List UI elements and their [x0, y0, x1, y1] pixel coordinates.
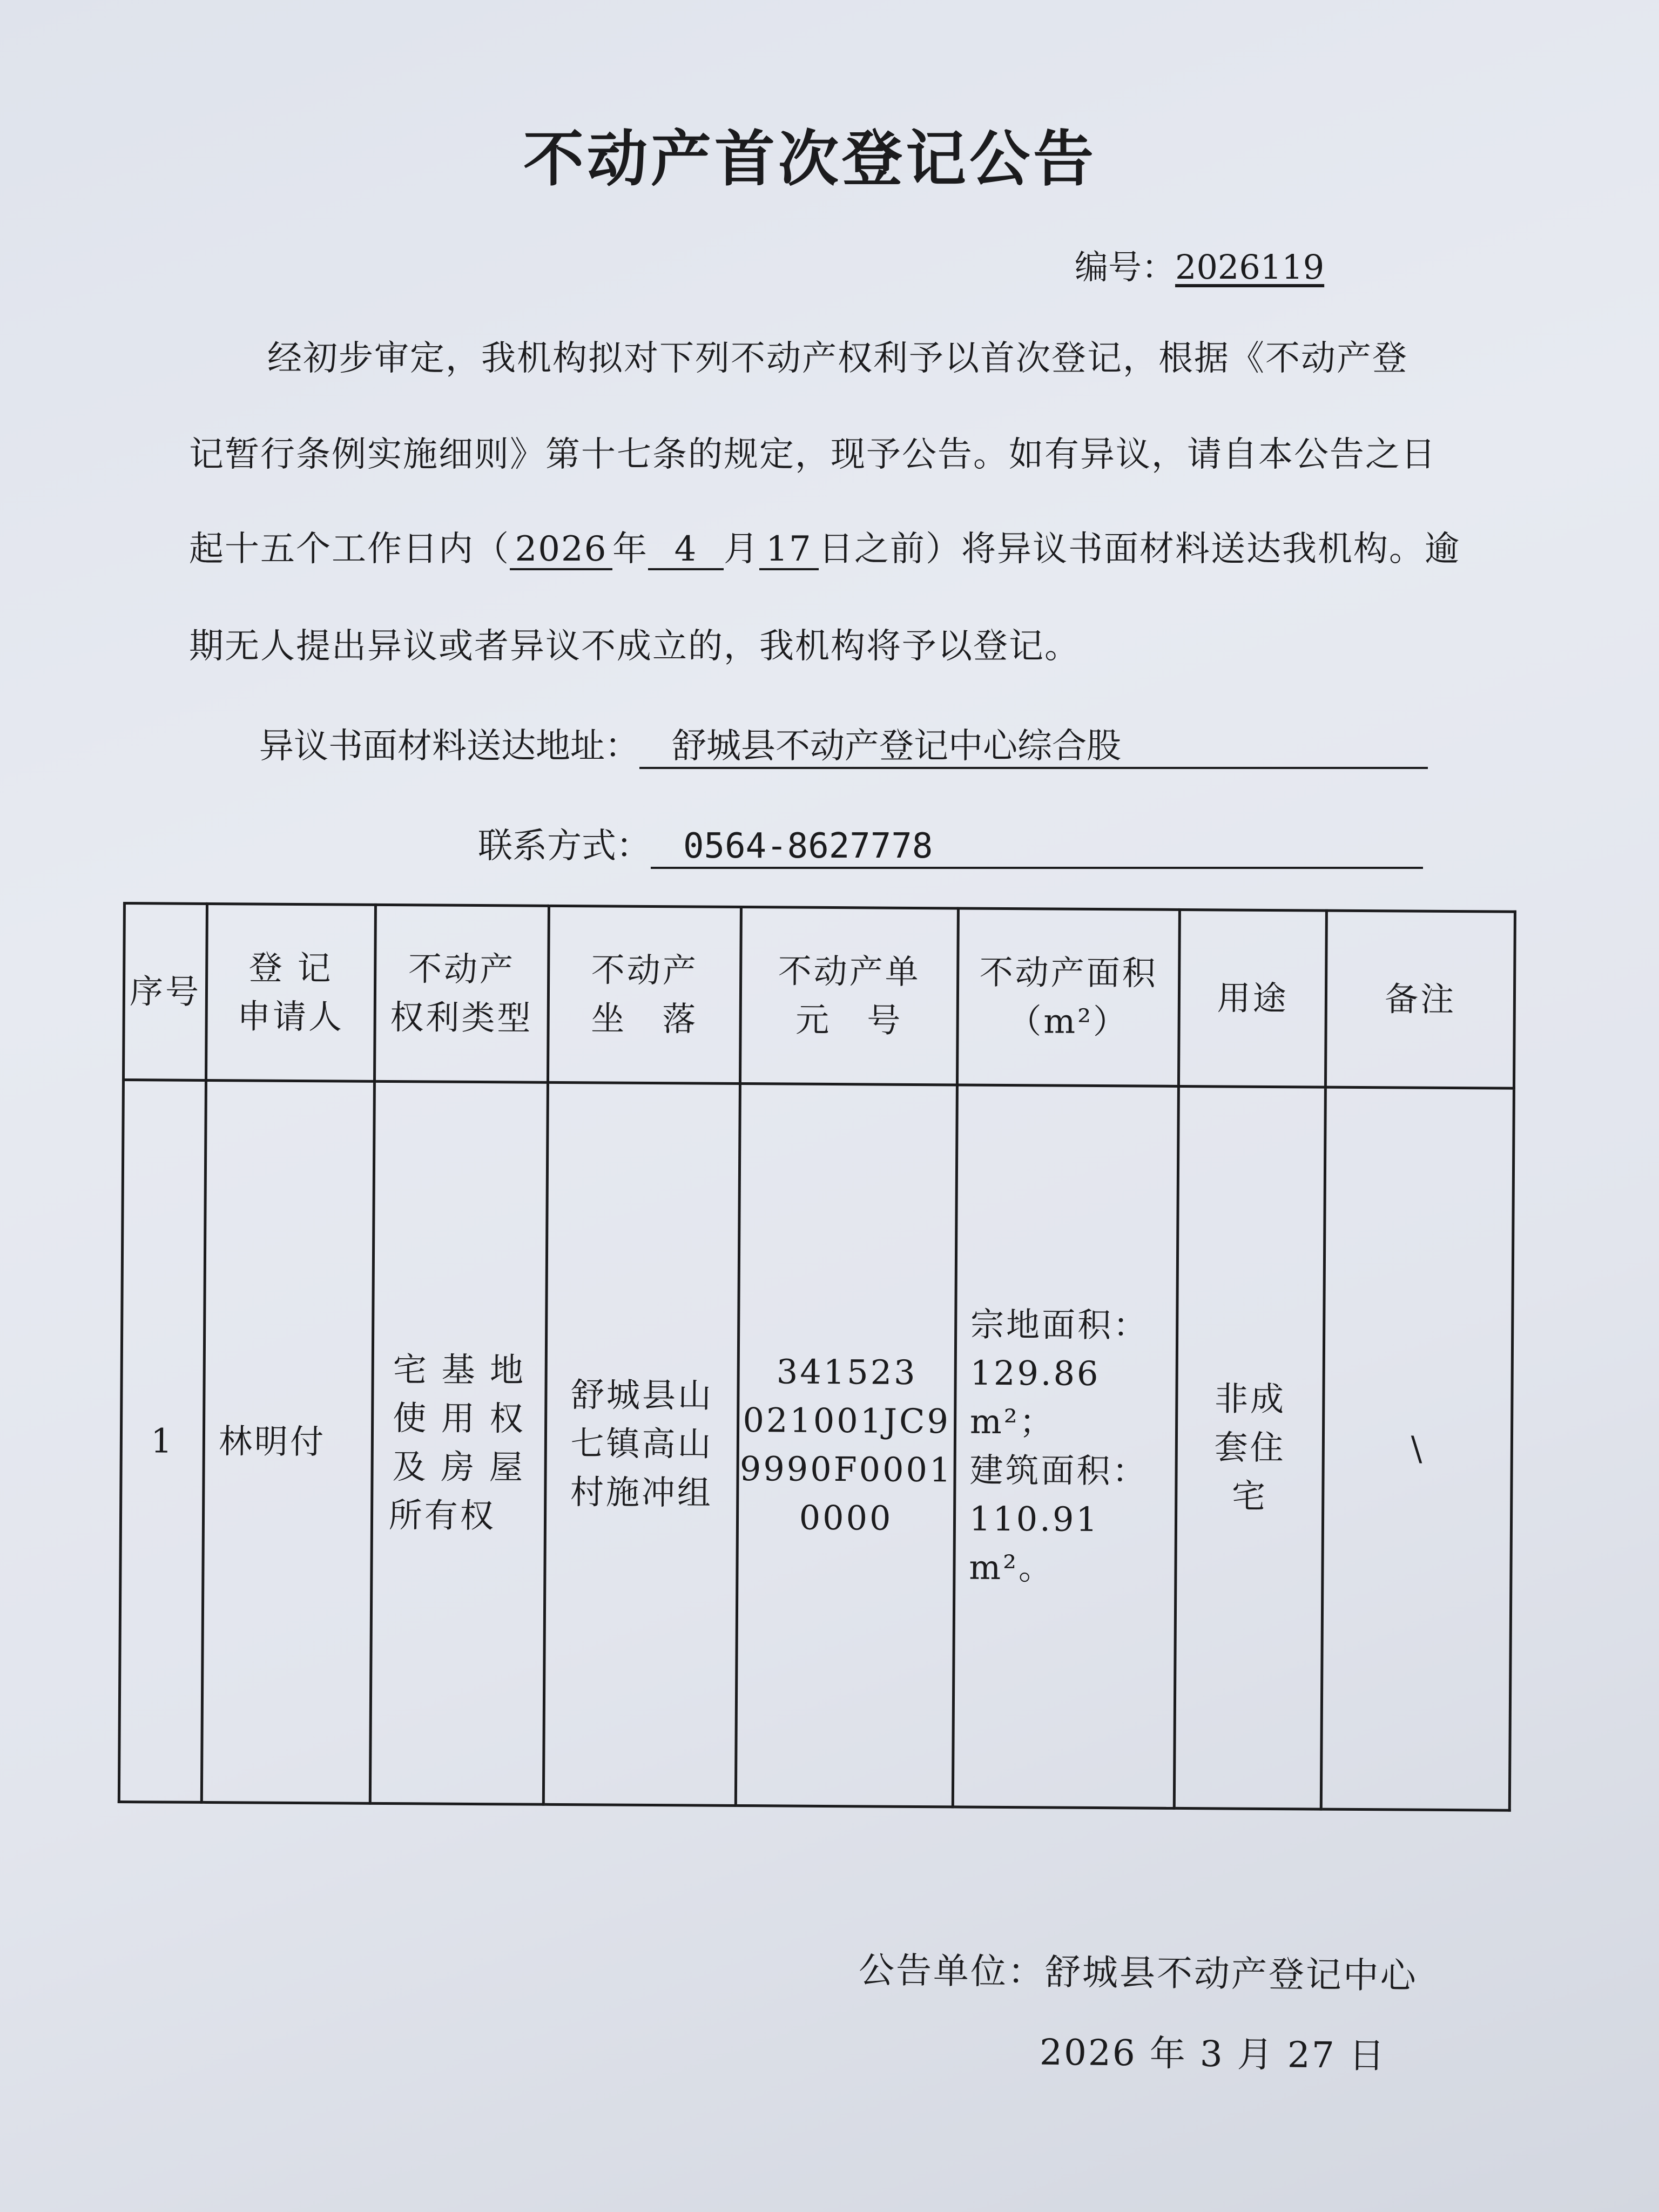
- cell-seq: 1: [119, 1080, 206, 1803]
- announcement-number: [1075, 240, 1324, 288]
- announcement-date: 2026 年 3 月 27 日: [1039, 2031, 1387, 2077]
- cell-remark: \: [1321, 1087, 1514, 1810]
- address-value: 舒城县不动产登记中心综合股: [639, 727, 1428, 769]
- body-paragraph-line: 期无人提出异议或者异议不成立的，我机构将予以登记。: [189, 626, 1080, 666]
- header-location: 不动产 坐 落: [548, 906, 741, 1083]
- header-remark: 备注: [1326, 911, 1515, 1088]
- header-area: 不动产面积 （m²）: [957, 908, 1179, 1087]
- body-paragraph-line: 记暂行条例实施细则》第十七条的规定，现予公告。如有异议，请自本公告之日: [189, 435, 1437, 475]
- contact-label: 联系方式：: [478, 826, 651, 866]
- header-applicant: 登 记 申请人: [206, 903, 376, 1081]
- month-char: 月: [724, 529, 759, 569]
- deadline-prefix: 起十五个工作日内（: [189, 529, 510, 569]
- table-row: [119, 1080, 1514, 1811]
- body-paragraph-line: [189, 521, 1460, 571]
- objection-address: [259, 718, 1428, 769]
- registration-table: [118, 902, 1516, 1812]
- cell-location: 舒城县山 七镇高山 村施冲组: [543, 1082, 740, 1805]
- deadline-year: 2026: [510, 530, 612, 570]
- contact-value: 0564-8627778: [651, 827, 1423, 869]
- body-paragraph-line: 经初步审定，我机构拟对下列不动产权利予以首次登记，根据《不动产登: [267, 339, 1408, 379]
- header-seq: 序号: [123, 903, 207, 1081]
- table-header-row: [123, 903, 1515, 1089]
- deadline-month: 4: [648, 530, 724, 570]
- cell-area: 宗地面积： 129.86 m²； 建筑面积： 110.91 m²。: [953, 1085, 1178, 1808]
- cell-applicant: 林明付: [201, 1080, 374, 1803]
- contact-info: [478, 818, 1423, 869]
- year-char: 年: [612, 529, 648, 569]
- page-title: 不动产首次登记公告: [523, 124, 1097, 194]
- header-unit-number: 不动产单 元 号: [740, 907, 959, 1084]
- issuing-organization: [859, 1941, 1418, 1999]
- header-usage: 用途: [1179, 909, 1327, 1087]
- number-label: 编号：: [1075, 247, 1176, 287]
- cell-right-type: 宅 基 地 使 用 权 及 房 屋 所有权: [370, 1081, 548, 1804]
- number-value: 2026119: [1175, 247, 1325, 287]
- address-label: 异议书面材料送达地址：: [259, 726, 639, 766]
- org-label: 公告单位：: [858, 1949, 1046, 1993]
- deadline-suffix: 日之前）将异议书面材料送达我机构。逾: [819, 529, 1460, 569]
- header-right-type: 不动产 权利类型: [374, 905, 549, 1082]
- org-name: 舒城县不动产登记中心: [1044, 1951, 1418, 1997]
- deadline-day: 17: [759, 530, 819, 570]
- cell-unit-number: 341523 021001JC9 9990F0001 0000: [736, 1083, 957, 1806]
- cell-usage: 非成 套住 宅: [1174, 1086, 1325, 1809]
